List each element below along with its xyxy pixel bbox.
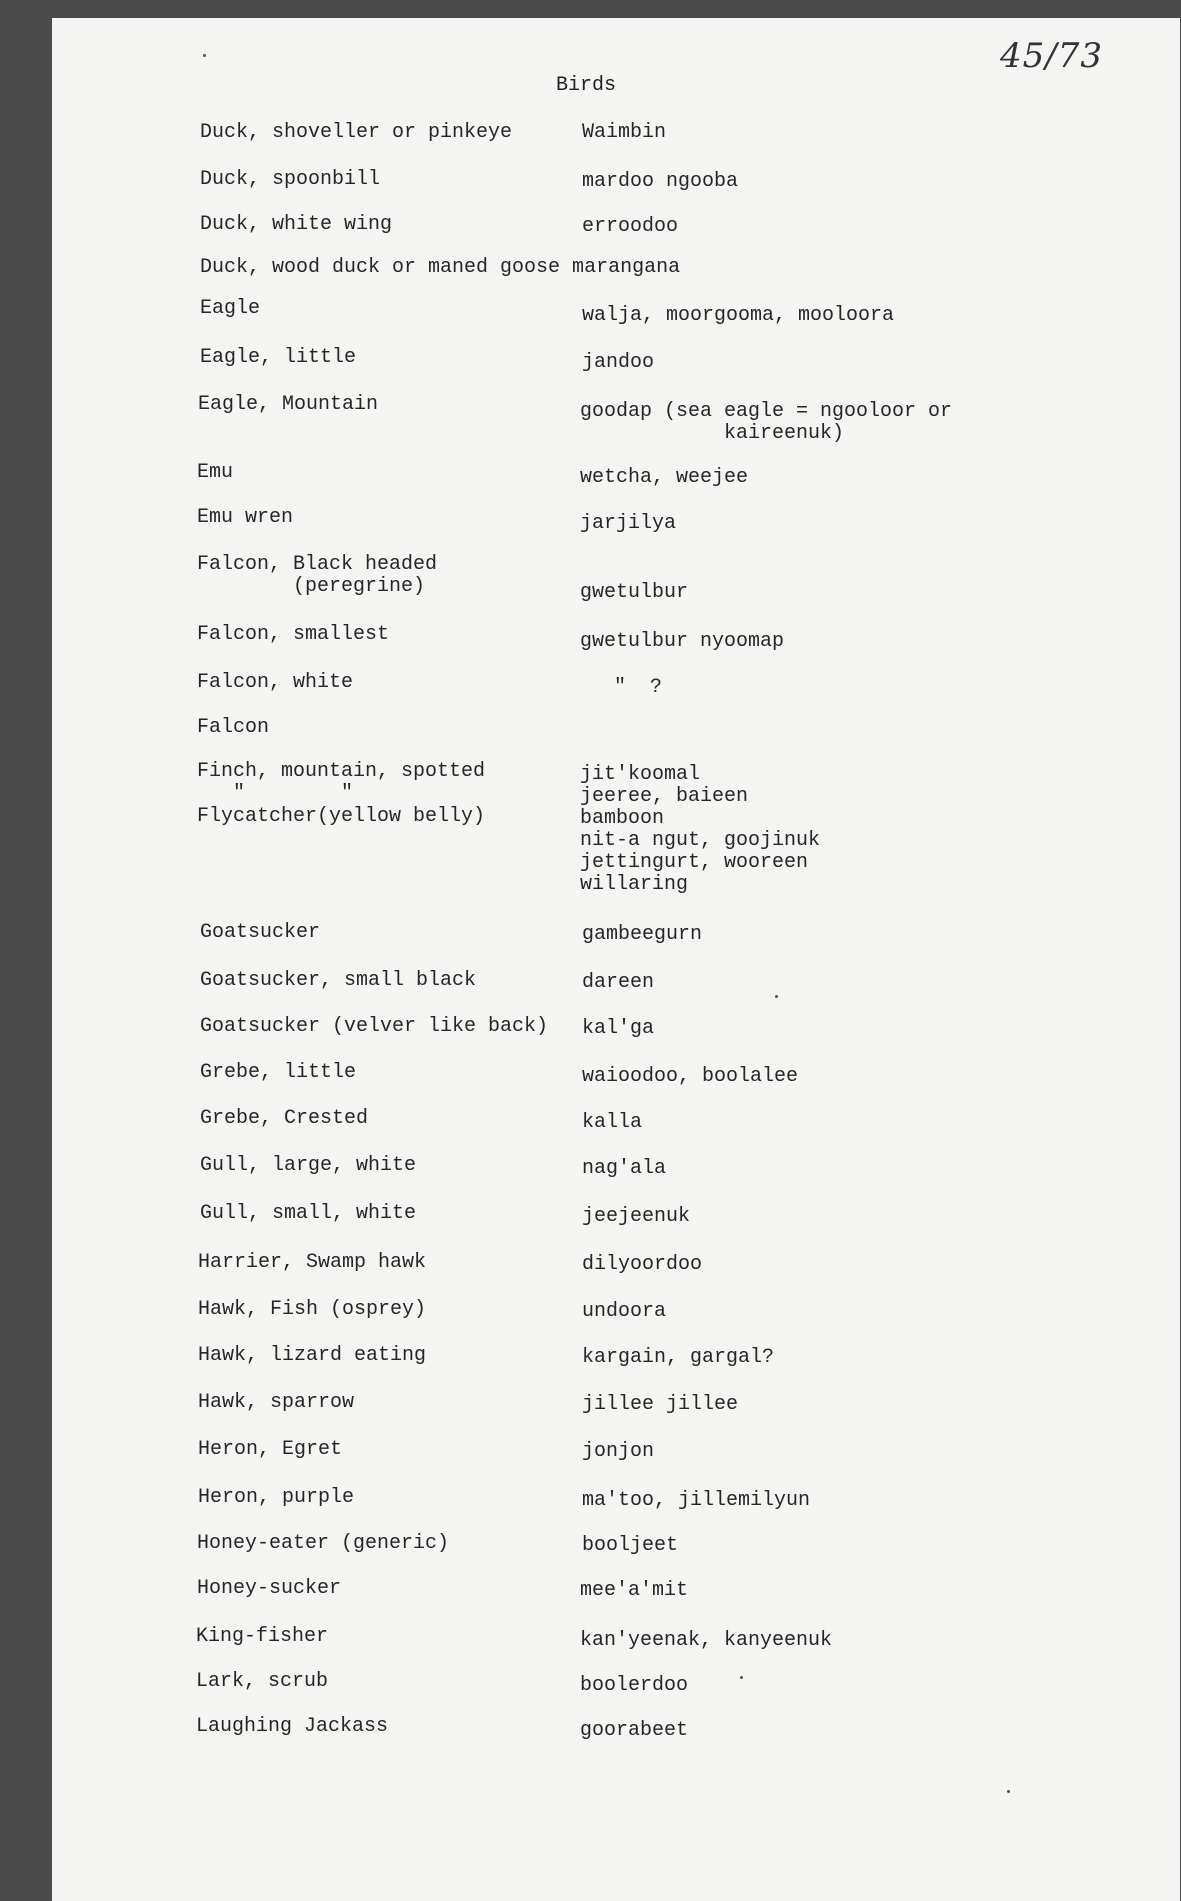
entry-term: Duck, shoveller or pinkeye	[200, 121, 513, 144]
entry-term: Duck, white wing	[200, 213, 393, 236]
entry-term: Hawk, lizard eating	[198, 1344, 427, 1367]
entry-native: boolerdoo	[580, 1674, 689, 1697]
entry-native: goorabeet	[580, 1719, 689, 1742]
entry-term: Gull, small, white	[200, 1202, 417, 1225]
entry-term: Lark, scrub	[196, 1670, 329, 1693]
entry-term: Hawk, Fish (osprey)	[198, 1298, 427, 1321]
entry-term: Grebe, little	[200, 1061, 357, 1084]
entry-term: Falcon	[197, 716, 270, 739]
page-title: Birds	[556, 74, 617, 97]
entry-term: Emu wren	[197, 506, 294, 529]
entry-native: nag'ala	[582, 1157, 667, 1180]
entry-native: goodap (sea eagle = ngooloor or kaireenuk)	[580, 400, 953, 445]
entry-term: Flycatcher(yellow belly)	[197, 805, 486, 828]
entry-term: Goatsucker, small black	[200, 969, 477, 992]
entry-native: waioodoo, boolalee	[582, 1065, 799, 1088]
entry-term: Eagle, little	[200, 346, 357, 369]
entry-native: jit'koomal jeeree, baieen	[580, 763, 749, 808]
entry-native: gwetulbur	[580, 581, 689, 604]
entry-native: mee'a'mit	[580, 1579, 689, 1602]
entry-term: Finch, mountain, spotted " "	[197, 760, 486, 805]
entry-term: Honey-sucker	[197, 1577, 342, 1600]
entry-native: undoora	[582, 1300, 667, 1323]
entry-term: Eagle, Mountain	[198, 393, 379, 416]
entry-native: jarjilya	[580, 512, 677, 535]
entry-native: gwetulbur nyoomap	[580, 630, 785, 653]
entry-term: Harrier, Swamp hawk	[198, 1251, 427, 1274]
entry-native: ma'too, jillemilyun	[582, 1489, 811, 1512]
entry-term: Heron, Egret	[198, 1438, 343, 1461]
paper-speck	[1007, 1790, 1010, 1793]
entry-native: dilyoordoo	[582, 1253, 703, 1276]
entry-term: Goatsucker	[200, 921, 321, 944]
entry-native: kal'ga	[582, 1017, 655, 1040]
entry-term: Heron, purple	[198, 1486, 355, 1509]
entry-native: walja, moorgooma, mooloora	[582, 304, 895, 327]
entry-native: Waimbin	[582, 121, 667, 144]
entry-native: jillee jillee	[582, 1393, 739, 1416]
entry-term: Emu	[197, 461, 234, 484]
entry-term: Duck, wood duck or maned goose marangana	[200, 256, 681, 279]
entry-term: Honey-eater (generic)	[197, 1532, 450, 1555]
entry-native: dareen	[582, 971, 655, 994]
entry-native: gambeegurn	[582, 923, 703, 946]
entry-native: jandoo	[582, 351, 655, 374]
entry-native: mardoo ngooba	[582, 170, 739, 193]
entry-term: Laughing Jackass	[196, 1715, 389, 1738]
paper-speck	[203, 54, 206, 57]
entry-native: wetcha, weejee	[580, 466, 749, 489]
entry-native: kalla	[582, 1111, 643, 1134]
entry-native: erroodoo	[582, 215, 679, 238]
entry-native: kan'yeenak, kanyeenuk	[580, 1629, 833, 1652]
entry-term: Hawk, sparrow	[198, 1391, 355, 1414]
entry-term: Grebe, Crested	[200, 1107, 369, 1130]
paper-speck	[775, 995, 778, 998]
entry-native: kargain, gargal?	[582, 1346, 775, 1369]
entry-term: Goatsucker (velver like back)	[200, 1015, 549, 1038]
entry-term: King-fisher	[196, 1625, 329, 1648]
entry-term: Duck, spoonbill	[200, 168, 381, 191]
entry-native: " ?	[590, 676, 663, 699]
page-number: 45/73	[1000, 36, 1103, 76]
entry-term: Falcon, smallest	[197, 623, 390, 646]
entry-native: booljeet	[582, 1534, 679, 1557]
entry-term: Falcon, white	[197, 671, 354, 694]
entry-term: Falcon, Black headed (peregrine)	[197, 553, 438, 598]
paper-speck	[740, 1676, 743, 1679]
entry-term: Eagle	[200, 297, 261, 320]
entry-native: jonjon	[582, 1440, 655, 1463]
entry-native: jeejeenuk	[582, 1205, 691, 1228]
entry-native: bamboon nit-a ngut, goojinuk jettingurt, wooreen willaring	[580, 807, 821, 896]
entry-term: Gull, large, white	[200, 1154, 417, 1177]
